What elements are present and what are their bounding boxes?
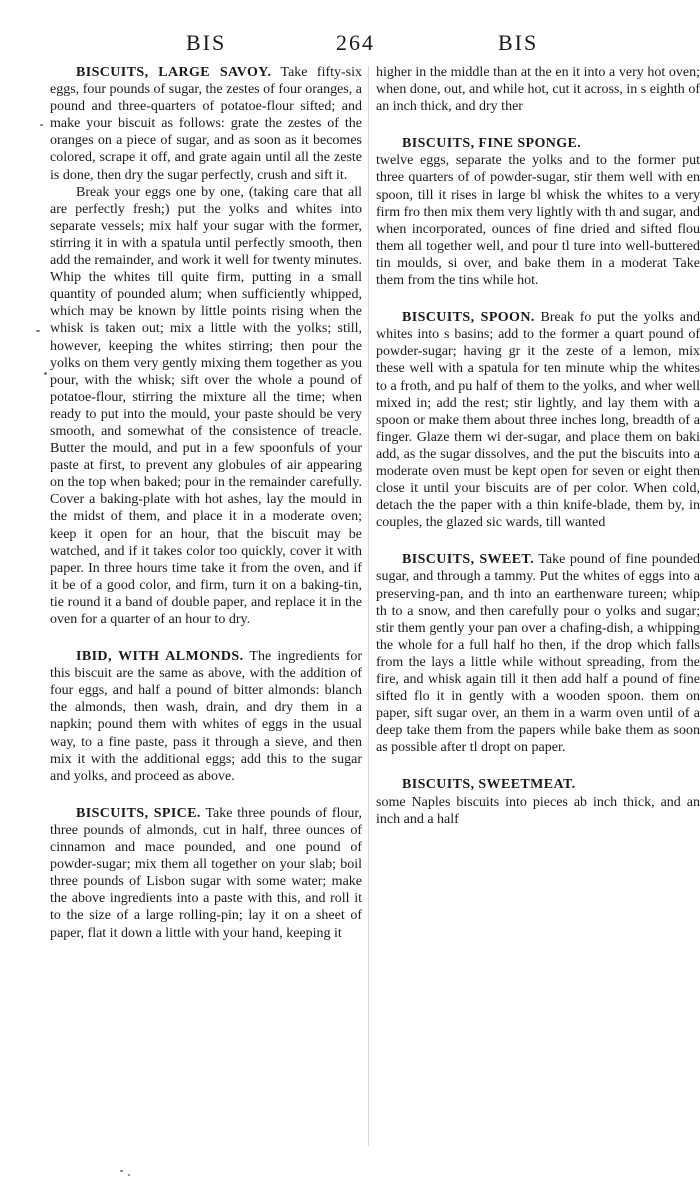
recipe-paragraph [376, 776, 700, 827]
recipe-entry [50, 648, 362, 785]
scan-speck [40, 124, 43, 126]
scan-speck [36, 330, 40, 332]
recipe-entry [376, 64, 700, 115]
recipe-text: twelve eggs, separate the yolks and to the former put three quarters of of powder-sugar, stir them well with en spoon, till it rises in large bl whisk the whites to a very firm fro then mix them very lightly with th and sugar, and when incorporated, ounces of fine dried and sifted flou them all together well, and pour tl ture into well-buttered tin moulds, si over, and bake them in a moderat Take them from the tins while hot. [376, 153, 700, 289]
recipe-text: Take three pounds of flour, three pounds of almonds, cut in half, three ounces of cinnamon and mace pounded, and one pound of powder-sugar; mix them all together on your slab; boil three pounds of Lisbon sugar with some water; make the above ingredients into a paste with this, and roll it to the size of a large rolling-pin; lay it on a sheet of paper, flat it down a little with your hand, keeping it [50, 805, 362, 941]
recipe-paragraph: Break your eggs one by one, (taking care that all are perfectly fresh;) put the yolks and whites into separate vessels; mix half your sugar with the former, stirring it in with a spatula until perfectly smooth, then add the remainder, and work it well for twenty minutes. Whip the whites till quite firm, putting in a small quantity of pounded alum; when sufficiently whipped, which may be known by little points rising when the whisk is taken out; mix a little with the yolks; still, however, keeping the whites stirring; then pour the yolks on them very gently mixing them together as you pour, with the whisk; sift over the whole a pound of potatoe-flour, stirring the mixture all the time; when ready to put into the mould, your paste should be very smooth, and somewhat of the consistence of treacle. Butter the mould, and put in a few spoonfuls of your paste at first, to prevent any globules of air appearing on the top when baked; pour in the remainder carefully. Cover a baking-plate with hot ashes, lay the mould in the midst of them, and place it in a moderate oven; keep it open for an hour, that the biscuit may be watched, and if it takes color too quickly, cover it with paper. In three hours time take it from the oven, and if it be of a good color, and firm, turn it on a baking-tin, tie round it a band of double paper, and replace it in the oven for a quarter of an hour to dry. [50, 184, 362, 627]
running-head-left: BIS [186, 30, 227, 55]
recipe-text: Break fo put the yolks and whites into s basins; add to the former a quart pound of powder-sugar; having gr it the zeste of a lemon, mix these well with a spatula for ten minute whip the whites to a froth, and pu half of them to the yolks, and wher well mixed in; add the rest; stir lightly, and lay them with a spoon or make them about three inches long, breadth of a finger. Glaze them wi der-sugar, and place them on baki add, as the sugar dissolves, and the put the biscuits into a moderate oven must be kept open for seven or eight then close it until your biscuits are of per color. When cold, detach the the paper with a thin knife-blade, them by, in couples, the glazed sic wards, till wanted [376, 310, 700, 531]
recipe-heading: BISCUITS, SWEETMEAT. [402, 777, 576, 793]
recipe-paragraph [50, 64, 362, 184]
recipe-paragraph [376, 135, 700, 289]
recipe-entry [376, 776, 700, 827]
page-number: 264 [336, 30, 375, 55]
recipe-entry [376, 551, 700, 756]
scan-speck [128, 1174, 130, 1176]
recipe-paragraph [376, 309, 700, 531]
scan-speck [44, 372, 47, 375]
right-column [376, 64, 700, 1154]
recipe-text: Take fifty-six eggs, four pounds of sugar, the zestes of four oranges, a pound and three-quarters of potatoe-flour sifted; and make your biscuit as follows: grate the zestes of the oranges on a piece of sugar, and as soon as it becomes colored, scrape it off, and grate again until all the zeste is done, then dry the sugar perfectly, crush and sift it. [50, 65, 362, 183]
column-divider [368, 66, 369, 1146]
recipe-paragraph [376, 551, 700, 756]
recipe-entry [376, 309, 700, 531]
left-column [50, 64, 362, 1154]
recipe-heading: BISCUITS, FINE SPONGE. [402, 136, 582, 152]
recipe-text: Take pound of fine pounded sugar, and through a tammy. Put the whites of eggs into a preserving-pan, and th into an earthenware tureen; whip th to a snow, and then carefully pour o yolks and sugar; stir them gently your pan over a chafing-dish, a whipping the whole for a full half ho then, if the drop which falls from the lays a little while without spreading, from the fire, and whisk again till it then add half a pound of fine sifted flo it in gently with a wooden spoon. them on paper, sift sugar over, an them in a warm oven until of a deep take them from the papers while bake them as soon as possible after tl dropt on paper. [376, 552, 700, 756]
recipe-heading: IBID, WITH ALMONDS. [76, 649, 244, 665]
scan-speck [120, 1170, 123, 1172]
recipe-heading: BISCUITS, SPOON. [402, 310, 535, 326]
recipe-entry [50, 64, 362, 628]
recipe-entry [376, 135, 700, 289]
recipe-paragraph [50, 805, 362, 942]
recipe-paragraph [50, 648, 362, 785]
recipe-heading: BISCUITS, LARGE SAVOY. [76, 65, 272, 80]
recipe-text: The ingredients for this biscuit are the same as above, with the addition of four eggs, and half a pound of bitter almonds: blanch the almonds, then wash, drain, and dry them in a napkin; pound them with whites of eggs in the usual way, to a fine paste, pass it through a sieve, and then mix it with the additional eggs; add this to the sugar and yolks, and proceed as above. [50, 649, 362, 784]
recipe-heading: BISCUITS, SWEET. [402, 552, 535, 568]
recipe-paragraph: higher in the middle than at the en it into a very hot oven; when done, out, and while hot, cut it across, in s eighth of an inch thick, and dry ther [376, 65, 700, 115]
recipe-text: some Naples biscuits into pieces ab inch thick, and an inch and a half [376, 794, 700, 827]
running-head-right: BIS [498, 30, 539, 55]
recipe-entry [50, 805, 362, 942]
recipe-heading: BISCUITS, SPICE. [76, 805, 201, 821]
